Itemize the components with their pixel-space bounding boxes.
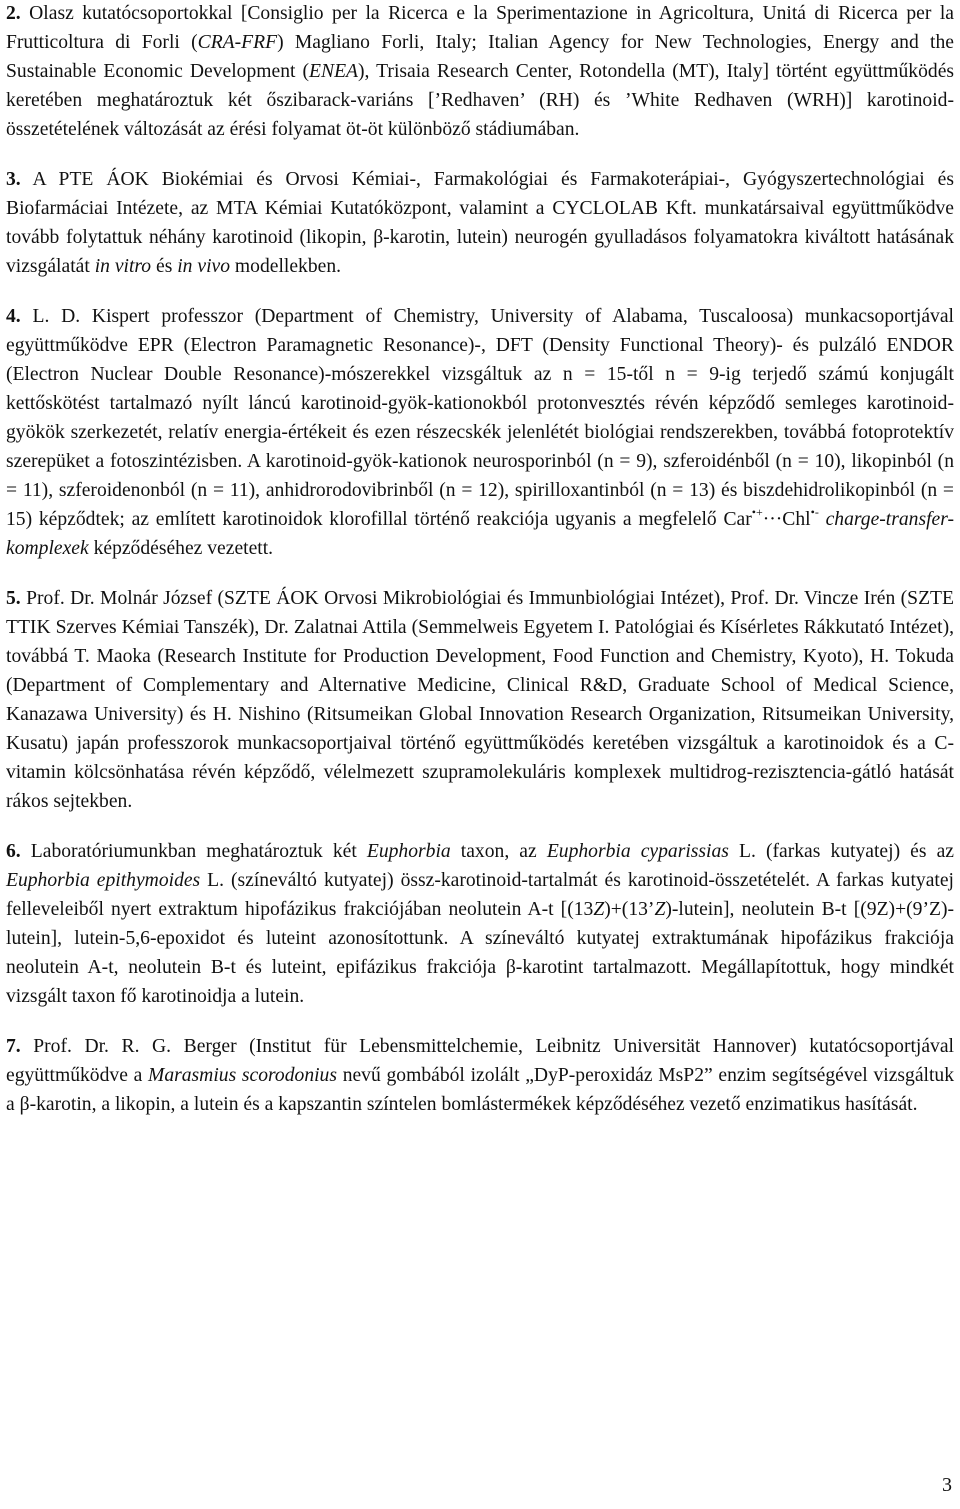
paragraph-text: Prof. Dr. Molnár József (SZTE ÁOK Orvosi Mikrobiológiai és Immunbiológiai Intézet), Prof. Dr. Vincze Irén (SZTE TTIK Szerves Kémiai Tanszék), Dr. Zalatnai Attila (Semmelweis Egyetem I. Patológiai és Kísérletes Rákkutató Intézet), továbbá T. Maoka (Research Institute for Production Development, Food Function and Chemistry, Kyoto), H. Tokuda (Department of Complementary and Alternative Medicine, Clinical R&D, Graduate School of Medical Science, Kanazawa University) és H. Nishino (Ritsumeikan Global Innovation Research Organization, Ritsumeikan University, Kusatu) japán professzorok munkacsoportjaival történő együttműködés keretében vizsgáltuk a karotinoidok és a C-vitamin kölcsönhatása révén képződő, vélelmezett szupramolekuláris komplexek multidrog-rezisztencia-gátló hatását rákos sejtekben. — [6, 588, 954, 812]
paragraph-3 — [6, 165, 954, 281]
italic-text: Marasmius scorodonius — [148, 1065, 337, 1086]
paragraph-text: ) Magliano Forli, Italy; Italian Agency for New Technologies, Energy and the Sustainable Economic Development ( — [6, 32, 954, 82]
paragraph-text: taxon, az — [450, 841, 547, 862]
italic-text: Z — [593, 899, 605, 920]
superscript: •- — [810, 505, 819, 519]
paragraph-text: )+(13’ — [604, 899, 655, 920]
paragraph-text — [819, 509, 826, 530]
paragraph-text: Olasz kutatócsoportokkal [Consiglio per la Ricerca e la Sperimentazione in Agricoltura, Unitá di Ricerca per la Frutticoltura di Forli ( — [6, 3, 954, 53]
paragraph-text: A PTE ÁOK Biokémiai és Orvosi Kémiai-, Farmakológiai és Farmakoterápiai-, Gyógyszertechnológiai és Biofarmáciai Intézete, az MTA Kémiai Kutatóközpont, valamint a CYCLOLAB Kft. munkatársaival együttműködve tovább folytattuk néhány karotinoid (likopin, β-karotin, lutein) neurogén gyulladásos folyamatokra kiváltott hatásának vizsgálatát — [6, 169, 954, 277]
paragraph-7 — [6, 1032, 954, 1119]
paragraph-text: L. D. Kispert professzor (Department of Chemistry, University of Alabama, Tuscaloosa) munkacsoportjával együttműködve EPR (Electron Paramagnetic Resonance)-, DFT (Density Functional Theory)- és pulzáló ENDOR (Electron Nuclear Double Resonance)-mószerekkel vizsgáltuk az n = 15-től n = 9-ig terjedő számú konjugált kettőskötést tartalmazó nyílt láncú karotinoid-gyök-kationokból protonvesztés révén képződő semleges karotinoid-gyökök szerkezetét, relatív energia-értékeit és ezen részecskék jelenlétét biológiai rendszerekben, továbbá fotoprotektív szerepüket a fotoszintézisben. A karotinoid-gyök-kationok neurosporinból (n = 9), szferoidénből (n = 10), likopinból (n = 11), szferoidenonból (n = 11), anhidrorodovibrinből (n = 12), spirilloxantinból (n = 13) és biszdehidrolikopinból (n = 15) képződtek; az említett karotinoidok klorofillal történő reakciója ugyanis a megfelelő Car — [6, 306, 954, 530]
page-number: 3 — [942, 1474, 952, 1496]
section-number: 5. — [6, 588, 21, 609]
paragraph-text: nevű gombából izolált „DyP-peroxidáz MsP2” enzim segítségével vizsgáltuk a β-karotin, a likopin, a lutein és a kapszantin színtelen bomlástermékek képződéséhez vezető enzimatikus hasítását. — [6, 1065, 954, 1115]
italic-text: Euphorbia — [366, 841, 451, 862]
paragraph-text: L. (farkas kutyatej) és az — [728, 841, 954, 862]
paragraph-4 — [6, 302, 954, 563]
section-number: 3. — [6, 169, 21, 190]
superscript: •+ — [751, 505, 763, 519]
italic-text: Z — [654, 899, 666, 920]
italic-text: ENEA — [309, 61, 359, 82]
italic-text: in vivo — [177, 256, 231, 277]
paragraph-text: )-lutein], neolutein B-t [(9Z)+(9’Z)-lutein], lutein-5,6-epoxidot és luteint azonosítottunk. A színeváltó kutyatej extraktumának hipofázikus frakciója neolutein A-t, neolutein B-t és luteint, epifázikus frakciója β-karotint tartalmazott. Megállapítottuk, hogy mindkét vizsgált taxon fő karotinoidja a lutein. — [6, 899, 954, 1007]
section-number: 2. — [6, 3, 21, 24]
section-number: 7. — [6, 1036, 21, 1057]
italic-text: in vitro — [94, 256, 152, 277]
italic-text: Euphorbia epithymoides — [6, 870, 201, 891]
paragraph-text: és — [151, 256, 178, 277]
paragraph-text: ···Chl — [762, 509, 811, 530]
paragraph-2 — [6, 0, 954, 144]
paragraph-5 — [6, 584, 954, 816]
document-page — [6, 0, 954, 1140]
section-number: 4. — [6, 306, 21, 327]
italic-text: charge-transfer-komplexek — [6, 509, 954, 559]
italic-text: CRA-FRF — [197, 32, 278, 53]
section-number: 6. — [6, 841, 21, 862]
paragraph-text: L. (színeváltó kutyatej) össz-karotinoid-tartalmát és karotinoid-összetételét. A farkas kutyatej felleveleiből nyert extraktum hipofázikus frakciójában neolutein A-t [(13 — [6, 870, 954, 920]
italic-text: Euphorbia cyparissias — [546, 841, 729, 862]
paragraph-text: képződéséhez vezetett. — [88, 538, 274, 559]
paragraph-text: Prof. Dr. R. G. Berger (Institut für Lebensmittelchemie, Leibnitz Universität Hannover) kutatócsoportjával együttműködve a — [6, 1036, 954, 1086]
paragraph-text: Laboratóriumunkban meghatároztuk két — [20, 841, 367, 862]
paragraph-text: modellekben. — [230, 256, 342, 277]
paragraph-6 — [6, 837, 954, 1011]
paragraph-text: ), Trisaia Research Center, Rotondella (MT), Italy] történt együttműködés keretében meghatároztuk két őszibarack-variáns [’Redhaven’ (RH) és ’White Redhaven (WRH)] karotinoid-összetételének változását az érési folyamat öt-öt különböző stádiumában. — [6, 61, 955, 140]
